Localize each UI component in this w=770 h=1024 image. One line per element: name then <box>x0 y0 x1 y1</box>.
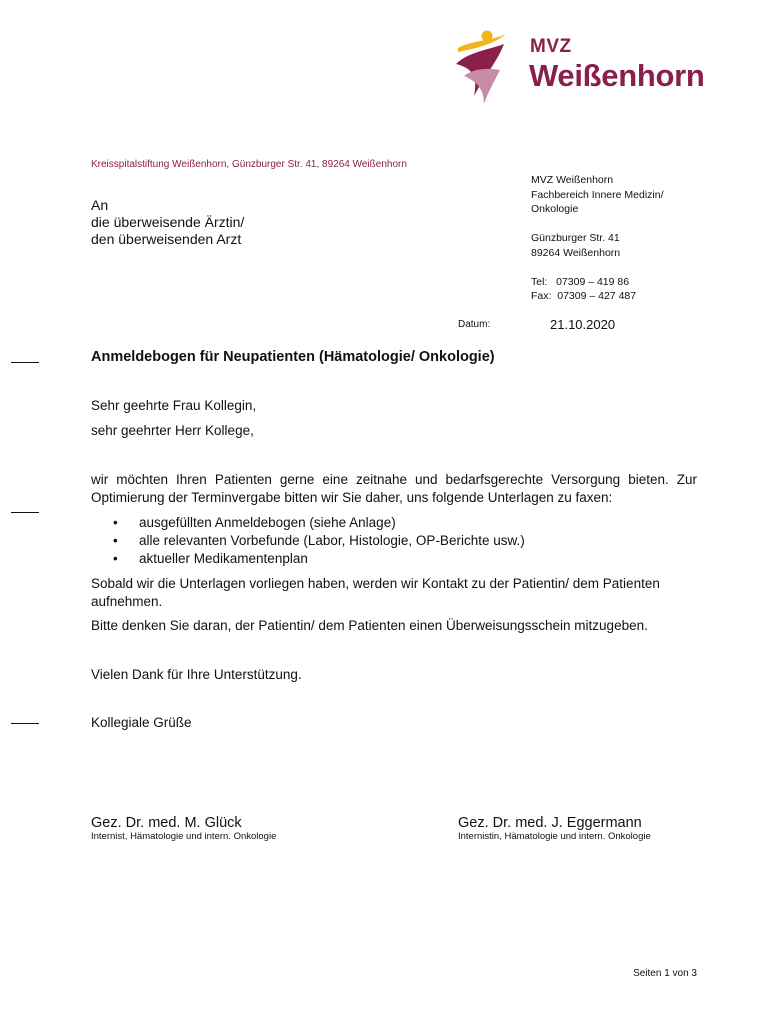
logo-mvz-text: MVZ <box>530 36 572 57</box>
office-name: MVZ Weißenhorn <box>531 174 614 186</box>
office-info-block <box>531 173 664 304</box>
contact-paragraph: Sobald wir die Unterlagen vorliegen haben, werden wir Kontakt zu der Patientin/ dem Patienten aufnehmen. <box>91 576 660 609</box>
recipient-line: den überweisenden Arzt <box>91 231 242 247</box>
salutation-line: sehr geehrter Herr Kollege, <box>91 423 254 438</box>
mvz-logo-icon <box>454 30 526 106</box>
office-department: Fachbereich Innere Medizin/ <box>531 188 664 201</box>
referral-paragraph: Bitte denken Sie daran, der Patientin/ dem Patienten einen Überweisungsschein mitzugeben. <box>91 618 648 633</box>
list-item: • alle relevanten Vorbefunde (Labor, Histologie, OP-Berichte usw.) <box>113 533 525 548</box>
date-label: Datum: <box>458 319 491 330</box>
list-item: • aktueller Medikamentenplan <box>113 551 308 566</box>
office-phone: Tel: 07309 – 419 86 <box>531 275 630 288</box>
fold-mark <box>11 362 39 363</box>
date-value: 21.10.2020 <box>550 317 616 332</box>
logo-name-text: Weißenhorn <box>529 58 705 93</box>
signature-title: Internistin, Hämatologie und intern. Onkologie <box>458 831 651 842</box>
fold-mark <box>11 512 39 513</box>
recipient-line: die überweisende Ärztin/ <box>91 214 245 230</box>
letter-subject: Anmeldebogen für Neupatienten (Hämatologie/ Onkologie) <box>91 349 495 365</box>
sender-address-line: Kreisspitalstiftung Weißenhorn, Günzburger Str. 41, 89264 Weißenhorn <box>91 159 407 170</box>
closing-line: Kollegiale Grüße <box>91 715 192 730</box>
page-number: Seiten 1 von 3 <box>633 968 697 979</box>
signature-title: Internist, Hämatologie und intern. Onkologie <box>91 831 277 842</box>
office-city: 89264 Weißenhorn <box>531 246 621 259</box>
signature-name: Gez. Dr. med. M. Glück <box>91 815 242 831</box>
signature-name: Gez. Dr. med. J. Eggermann <box>458 815 642 831</box>
signature-block-right <box>458 815 651 842</box>
thanks-line: Vielen Dank für Ihre Unterstützung. <box>91 667 302 682</box>
office-department-2: Onkologie <box>531 203 579 215</box>
office-fax: Fax: 07309 – 427 487 <box>531 290 637 302</box>
intro-paragraph: wir möchten Ihren Patienten gerne eine zeitnahe und bedarfsgerechte Versorgung bieten. Zur Optimierung der Terminvergabe bitten wir Sie daher, uns folgende Unterlagen zu faxen: <box>91 472 697 505</box>
office-street: Günzburger Str. 41 <box>531 232 620 244</box>
document-list <box>113 514 525 568</box>
fold-mark <box>11 723 39 724</box>
recipient-line: An <box>91 197 109 213</box>
salutation-line: Sehr geehrte Frau Kollegin, <box>91 398 257 413</box>
signature-block-left <box>91 815 276 842</box>
recipient-block <box>91 197 244 248</box>
list-item: • ausgefüllten Anmeldebogen (siehe Anlage) <box>113 515 396 530</box>
